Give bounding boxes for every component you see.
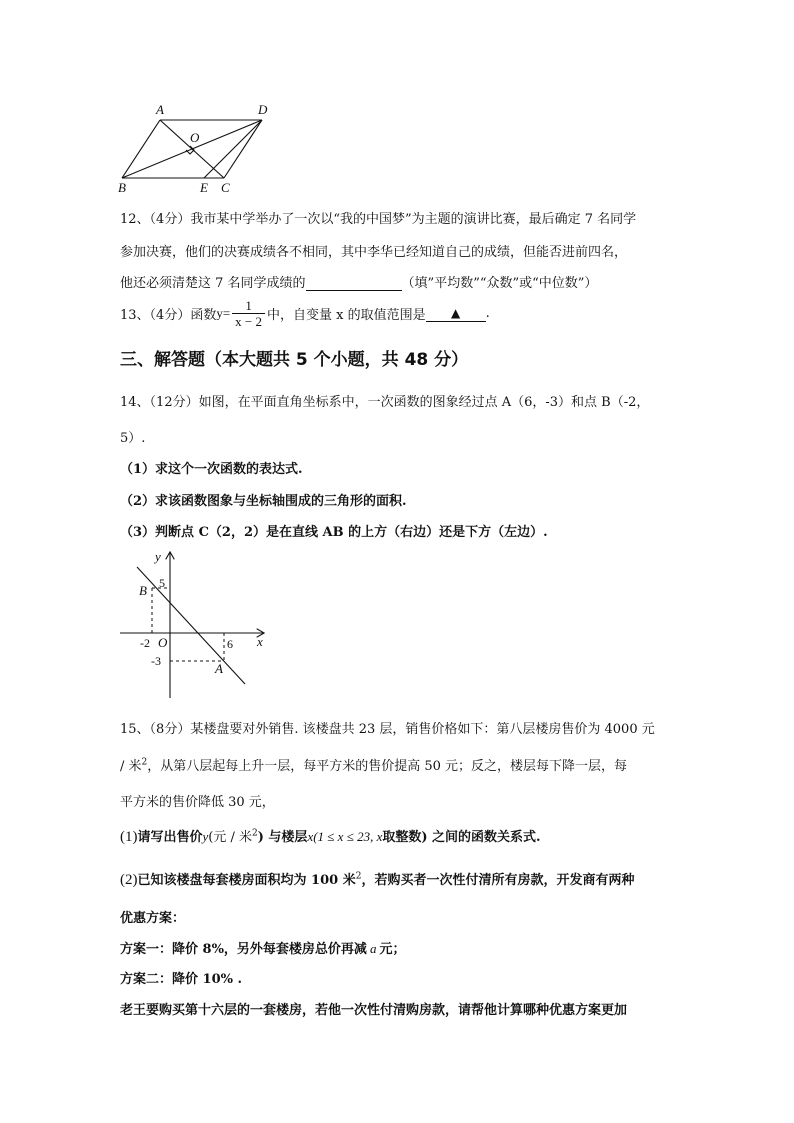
q12-line3-text: 他还必须清楚这 7 名同学成绩的 [120,276,306,291]
diagonal-bd [122,120,262,178]
q12-answer-blank[interactable] [306,276,402,291]
q12-line3-hint: （填”平均数”“众数”或“中位数”） [401,276,598,291]
q12-line1: 12、（4分）我市某中学举办了一次以“我的中国梦”为主题的演讲比赛，最后确定 7 名同学 [120,212,637,227]
y-axis-label: y [155,549,161,564]
q15-unit: / 米 [120,759,142,774]
point-b-label: B [139,583,147,598]
segment-de [204,120,262,178]
label-d: D [258,102,268,117]
q13-end: . [485,306,490,321]
label-b: B [118,180,126,195]
coordinate-graph [115,545,275,705]
q15-sub1-c: ) 与楼层 [257,830,308,845]
q15-plan1 [120,938,405,957]
x-axis-label: x [257,634,263,649]
tick-neg3: -3 [151,654,161,668]
q15-plan1-a: 方案一：降价 8%，另外每套楼房总价再减 [120,942,367,957]
q13-prefix: 13、（4分）函数 [120,308,217,323]
q15-last: 老王要购买第十六层的一套楼房，若他一次性付清购房款，请帮他计算哪种优惠方案更加 [120,1003,628,1018]
tick-neg2: -2 [140,636,150,650]
q15-sub1-y: y [202,829,209,844]
label-c: C [221,180,230,195]
label-e: E [200,180,208,195]
q14-sub3: （3）判断点 C（2，2）是在直线 AB 的上方（右边）还是下方（左边）. [120,525,548,540]
parallelogram-figure [110,98,280,198]
q14-sub1: （1）求这个一次函数的表达式. [120,462,303,477]
segment-ab [122,120,160,178]
q13-answer-blank[interactable] [426,306,486,322]
q15-sub1-b: (元 / 米 [208,830,253,845]
q15-sub1-num: (1) [120,829,138,845]
q15-sub1-d: 取整数) 之间的函数关系式. [382,830,541,845]
q15-line2-text: ，从第八层起每上升一层，每平方米的售价提高 50 元；反之，楼层每下降一层，每 [147,759,628,774]
point-a-label: A [215,661,223,676]
label-a: A [156,102,164,117]
q15-sub2-num: (2) [120,872,138,888]
q15-sub1-x: x(1 ≤ x ≤ 23, x [307,829,383,844]
q13-marker: ▲ [451,305,461,320]
q13-fraction [232,298,265,329]
segment-dc [224,120,262,178]
q15-sub1-a: 请写出售价 [137,830,203,845]
q15-plan2: 方案二：降价 10% . [120,972,243,987]
q13-line [120,298,490,329]
q13-middle: 中，自变量 x 的取值范围是 [267,308,426,323]
q12-line3 [120,272,597,291]
q15-sub2-b: ，若购买者一次性付清所有房款，开发商有两种 [361,873,635,888]
q13-var: y= [216,305,231,321]
q13-numerator: 1 [232,298,265,314]
q15-sub2-sup: 2 [355,871,362,882]
q15-unit-sup: 2 [141,757,148,768]
tick-5: 5 [159,576,165,590]
q14-sub2: （2）求该函数图象与坐标轴围成的三角形的面积. [120,494,407,509]
q14-line1: 14、（12分）如图，在平面直角坐标系中，一次函数的图象经过点 A（6，-3）和点 B（-2， [120,395,650,410]
q15-line3: 平方米的售价降低 30 元， [120,795,275,810]
q15-sub1-sup: 2 [252,828,258,839]
q15-sub1 [120,826,541,846]
q15-line1: 15、（8分）某楼盘要对外销售. 该楼盘共 23 层，销售价格如下：第八层楼房售价为 4000 元 [120,722,655,737]
q15-line2 [120,755,627,774]
section-3-heading: 三、解答题（本大题共 5 个小题，共 48 分） [120,350,469,370]
q15-sub2-a: 已知该楼盘每套楼房面积均为 100 米 [137,873,356,888]
q12-line2: 参加决赛，他们的决赛成绩各不相同，其中李华已经知道自己的成绩，但能否进前四名， [120,245,628,260]
q15-sub2-line2: 优惠方案： [120,911,186,926]
q13-denominator: x − 2 [235,314,263,329]
q15-sub2 [120,869,634,889]
q15-plan1-var: a [369,941,377,956]
origin-label: O [158,635,168,650]
label-o: O [190,130,200,145]
tick-6: 6 [227,637,233,651]
q14-line2: 5）. [120,431,146,446]
q15-plan1-b: 元； [379,942,406,957]
